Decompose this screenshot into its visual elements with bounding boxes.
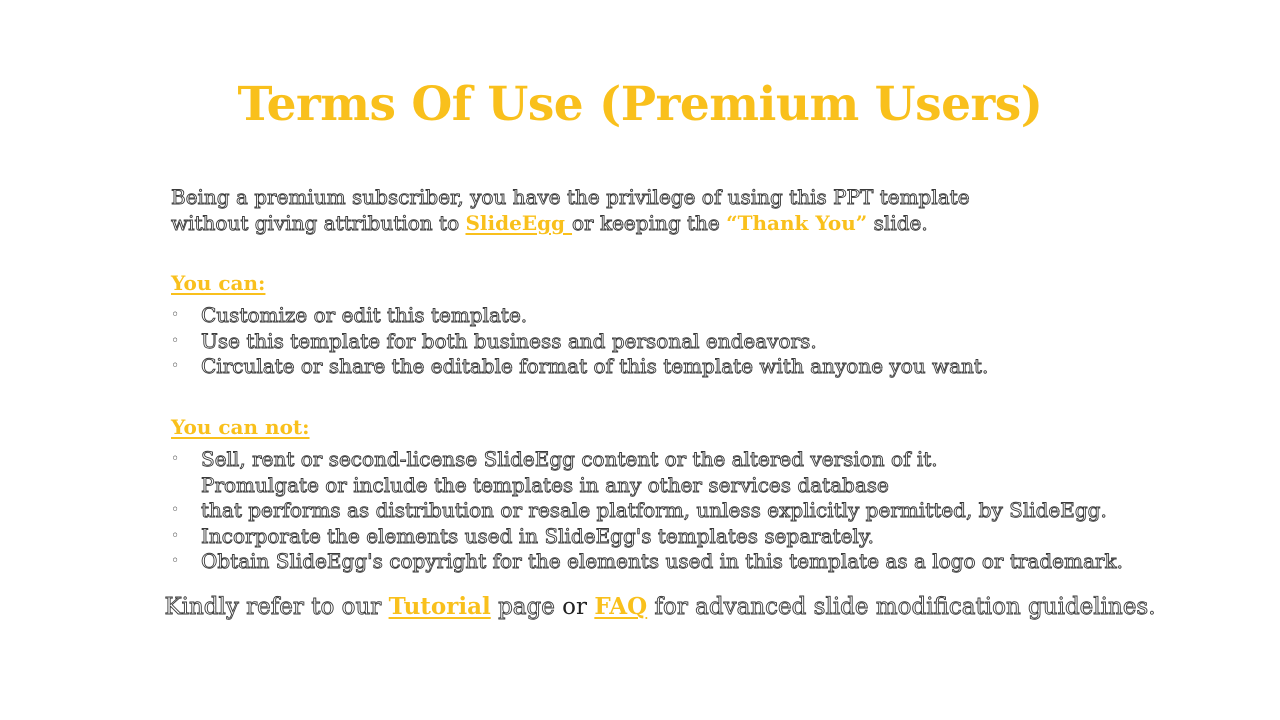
list-item-text: Obtain SlideEgg's copyright for the elements used in this template as a logo or trademark.	[201, 549, 1123, 573]
bullet-icon: ◦	[171, 332, 180, 349]
bullet-icon: ◦	[171, 307, 180, 323]
footer-or: or	[562, 594, 588, 620]
intro-line-1: Being a premium subscriber, you have the privilege of using this PPT template	[171, 185, 970, 209]
faq-link[interactable]: FAQ	[594, 593, 648, 620]
page-title: Terms Of Use (Premium Users)	[237, 77, 1043, 132]
list-item-text: Promulgate or include the templates in any other services database	[201, 472, 889, 497]
list-item	[171, 447, 1171, 473]
intro-line-2-middle: or keeping the	[572, 211, 727, 235]
list-item-text: that performs as distribution or resale platform, unless explicitly permitted, by SlideEgg.	[201, 498, 1107, 522]
slideegg-link[interactable]: SlideEgg	[465, 211, 573, 235]
footer-guideline	[0, 590, 1280, 624]
list-item	[171, 329, 1171, 355]
thank-you-text: “Thank You”	[726, 211, 868, 235]
list-item	[171, 498, 1171, 524]
list-item-text: Incorporate the elements used in SlideEgg's templates separately.	[201, 523, 874, 548]
footer-prefix: Kindly refer to our	[164, 594, 389, 620]
footer-suffix: for advanced slide modification guidelines.	[647, 594, 1156, 620]
intro-paragraph	[171, 184, 1071, 236]
you-can-list	[171, 303, 1171, 380]
bullet-icon: ◦	[171, 358, 180, 374]
bullet-icon: ◦	[171, 502, 180, 518]
list-item	[171, 549, 1171, 575]
list-item-text: Customize or edit this template.	[201, 303, 528, 327]
bullet-icon: ◦	[171, 451, 180, 467]
you-can-heading: You can:	[171, 271, 266, 295]
list-item	[171, 524, 1171, 550]
list-item	[171, 354, 1171, 380]
bullet-icon: ◦	[171, 527, 180, 544]
tutorial-link[interactable]: Tutorial	[388, 593, 491, 620]
you-can-not-heading: You can not:	[171, 415, 310, 439]
list-item	[171, 303, 1171, 329]
footer-middle-a: page	[490, 594, 563, 620]
you-can-not-list	[171, 447, 1171, 575]
intro-line-2-suffix: slide.	[867, 211, 928, 235]
intro-line-2-prefix: without giving attribution to	[171, 211, 466, 235]
list-item	[171, 473, 1171, 499]
list-item-text: Use this template for both business and personal endeavors.	[201, 328, 817, 353]
list-item-text: Sell, rent or second-license SlideEgg content or the altered version of it.	[201, 447, 938, 471]
list-item-text: Circulate or share the editable format of this template with anyone you want.	[201, 354, 989, 378]
bullet-icon: ◦	[171, 553, 180, 569]
